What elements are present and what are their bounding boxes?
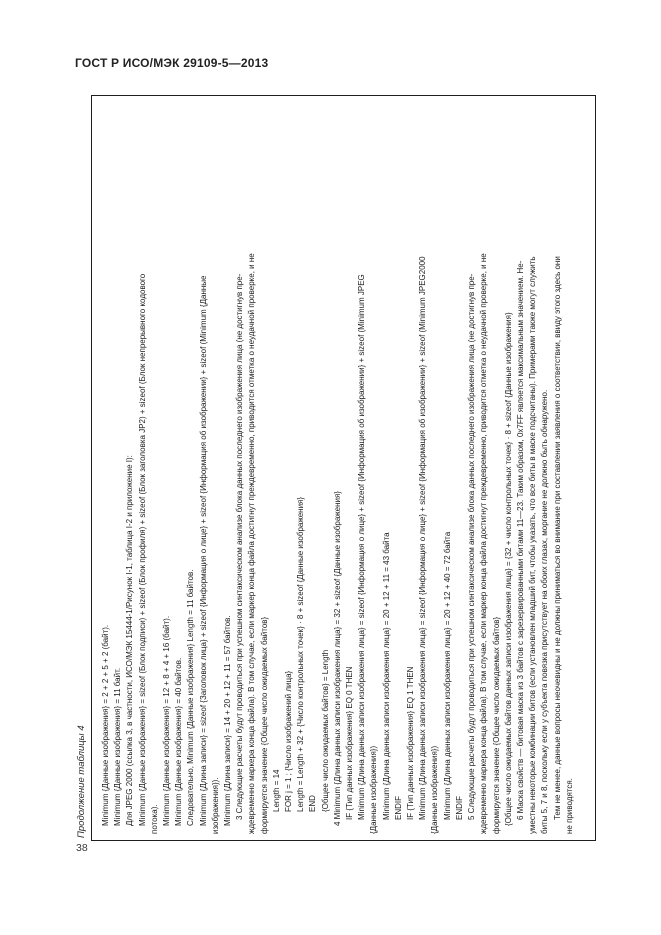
- table-line: ждевременно маркера конца файла). В том случае, если маркер конца файла достигнут преждевременно, приводится отметка о неудачной проверке, и не: [479, 253, 489, 834]
- table-line: Minimum {Данные изображения} = 11 байт.: [113, 667, 123, 826]
- rotated-table-block: [75, 88, 605, 878]
- table-line: Minimum {Длина данных записи изображения лица} = 20 + 12 + 40 = 72 байта: [442, 531, 452, 820]
- table-line: {Данные изображения}): [369, 745, 379, 834]
- table-line: уместны некоторые комбинации битов (если установлен младший бит, чтобы указать, что все биты в маске подсчитаны). Примерами также могут служить: [528, 256, 538, 834]
- table-line: {Общее число ожидаемых байтов} = Length: [320, 649, 330, 812]
- table-line: формируется значение {Общее число ожидаемых байтов}: [491, 616, 501, 834]
- table-body: [100, 100, 576, 834]
- table-line: Minimum {Длина данных записи изображения лица} = 20 + 12 + 11 = 43 байта: [381, 532, 391, 820]
- table-line: {Данные изображения}): [430, 745, 440, 834]
- table-line: 3 Следующие расчеты будут проводиться при успешном синтаксическом анализе блока данных последнего изображения лица (не достигнув пре-: [235, 273, 245, 820]
- table-line: не приводятся.: [564, 778, 574, 834]
- table-border-box: [91, 95, 596, 841]
- page-header-standard-number: ГОСТ Р ИСО/МЭК 29109-5—2013: [75, 56, 269, 70]
- table-line: 6 Маска свойств — битовая маска из 3 байтов с зарезервированными битами 11—23. Таким образом, 0x7FF является максимальным значением. Не-: [515, 260, 525, 820]
- table-line: ENDIF: [393, 796, 403, 820]
- table-line: биты 5, 7 и 8, поскольку если у субъекта повязка присутствует на обоих глазах, моргание не должно быть обнаружено.: [540, 389, 550, 834]
- table-line: Length = 14: [271, 769, 281, 812]
- table-line: Minimum {Длина записи} = 14 + 20 + 12 + 11 = 57 байтов.: [223, 615, 233, 826]
- table-line: изображения}).: [210, 777, 220, 834]
- table-line: Для JPEG 2000 (ссылка 3, в частности, ИСО/МЭК 15444-1/Рисунок I-1, таблица I-2 и приложение I):: [125, 455, 135, 826]
- table-line: Minimum {Длина данных записи изображения лица} = sizeof {Информация о лице} + sizeof {Информация об изображении} + sizeof (Minimum JPEG: [357, 274, 367, 820]
- table-line: 4 Minimum {Длина данных записи изображения лица} = 32 + sizeof {Данные изображения}: [332, 491, 342, 826]
- table-line: Minimum {Данные изображения} = 2 + 2 + 5 + 2 (байт).: [101, 624, 110, 826]
- table-line: {Общее число ожидаемых байтов данных записи изображения лица} = {32 + число контрольных точек} · 8 + sizeof {Данные изображения}: [503, 312, 513, 826]
- table-line: IF {Тип данных изображения} EQ 1 THEN: [406, 666, 416, 820]
- table-line: Length = Length + 32 + {Число контрольных точек} · 8 + sizeof {Данные изображения}: [296, 496, 306, 812]
- table-line: формируется значение {Общее число ожидаемых байтов}: [259, 616, 269, 834]
- table-line: FOR j = 1 ; {Число изображений лица}: [284, 670, 294, 812]
- table-line: IF {Тип данных изображения} EQ 0 THEN: [345, 666, 355, 820]
- table-line: Minimum {Данные изображения} = 40 байтов.: [174, 657, 184, 826]
- table-line: ENDIF: [454, 796, 464, 820]
- table-line: Тем не менее, данные вопросы неочевидны и не должны приниматься во внимание при составлении заявления о соответствии, ввиду этого здесь они: [552, 256, 562, 820]
- table-line: Minimum {Длина данных записи изображения лица} = sizeof {Информация о лице} + sizeof {Информация об изображении} + sizeof (Minimum JPEG2000: [418, 256, 428, 820]
- table-line: ждевременно маркера конца файла). В том случае, если маркер конца файла достигнут преждевременно, приводится отметка о неудачной проверке, и не: [247, 253, 257, 834]
- table-line: Следовательно, Minimum {Данные изображения} Length = 11 байтов.: [186, 569, 196, 826]
- table-line: Minimum {Длина записи} = sizeof {Заголовок лица} + sizeof {Информация о лице} + sizeof {Информация об изображении} + sizeof (Minimum {Данные: [198, 275, 208, 826]
- page-number: 38: [76, 842, 88, 854]
- table-line: потока).: [149, 804, 159, 834]
- table-line: Minimum {Данные изображения} = 12 + 8 + 4 + 16 (байт).: [162, 615, 172, 826]
- table-line: 5 Следующие расчеты будут проводиться при успешном синтаксическом анализе блока данных последнего изображения лица (не достигнув пре-: [467, 273, 477, 820]
- table-line: Minimum {Данные изображения} = sizeof (Блок подписи) + sizeof (Блок профиля) + sizeof (Блок заголовка JP2) + sizeof (Блок непрерывного кодового: [137, 273, 147, 826]
- table-line: END: [308, 795, 318, 812]
- table-continuation-caption: Продолжение таблицы 4: [76, 725, 87, 838]
